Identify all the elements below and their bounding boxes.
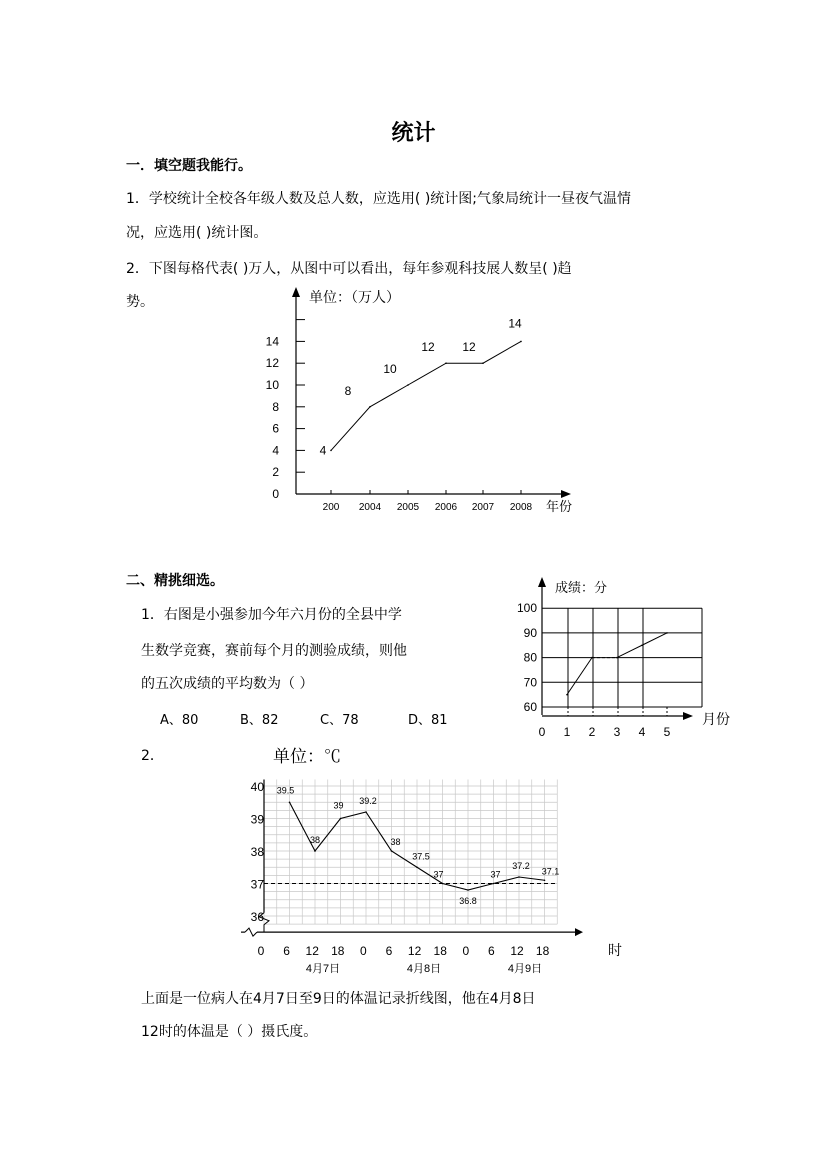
data-point bbox=[591, 657, 593, 659]
data-point bbox=[407, 384, 409, 386]
x-axis-arrow bbox=[575, 928, 583, 936]
option-a: A、80 bbox=[160, 713, 199, 728]
y-tick-label: 0 bbox=[272, 487, 279, 501]
data-point bbox=[482, 362, 484, 364]
x-tick-label: 0 bbox=[360, 944, 367, 958]
data-label: 14 bbox=[508, 316, 522, 331]
data-label: 8 bbox=[344, 383, 352, 398]
data-point bbox=[518, 876, 520, 878]
data-label: 10 bbox=[383, 362, 397, 376]
y-tick-label: 70 bbox=[523, 675, 537, 690]
y-tick-label: 100 bbox=[516, 601, 537, 616]
data-label: 12 bbox=[421, 340, 435, 355]
series-line bbox=[642, 633, 667, 645]
y-tick-label: 36 bbox=[250, 910, 264, 924]
data-point bbox=[365, 811, 367, 813]
data-label: 37.1 bbox=[541, 866, 560, 877]
y-tick-label: 4 bbox=[272, 443, 279, 458]
y-tick-label: 40 bbox=[250, 780, 264, 794]
data-label: 39.2 bbox=[359, 796, 377, 806]
y-tick-label: 10 bbox=[265, 378, 279, 392]
y-tick-label: 8 bbox=[272, 399, 279, 414]
x-tick-label: 18 bbox=[331, 944, 345, 958]
x-tick-label: 6 bbox=[385, 944, 393, 958]
x-tick-label: 2006 bbox=[434, 502, 458, 513]
data-point bbox=[544, 879, 546, 881]
option-d: D、81 bbox=[408, 713, 448, 728]
y-tick-label: 80 bbox=[523, 650, 537, 665]
s2-q1-line3: 的五次成绩的平均数为（ ） bbox=[141, 676, 314, 692]
x-tick-label: 200 bbox=[322, 502, 340, 513]
y-axis-arrow bbox=[538, 577, 546, 587]
s2-q2-number: 2． bbox=[141, 748, 164, 764]
data-point bbox=[340, 818, 342, 820]
data-label: 39 bbox=[333, 800, 344, 811]
x-tick-label: 3 bbox=[613, 725, 621, 739]
x-tick-label: 12 bbox=[305, 944, 319, 958]
data-label: 37.5 bbox=[412, 851, 430, 862]
x-tick-label: 2004 bbox=[358, 502, 382, 513]
data-point bbox=[666, 632, 668, 634]
x-tick-label: 4 bbox=[638, 725, 646, 739]
x-tick-label: 0 bbox=[538, 725, 546, 739]
y-tick-label: 90 bbox=[523, 625, 537, 640]
data-point bbox=[616, 657, 618, 659]
data-label: 37 bbox=[490, 869, 501, 880]
data-point bbox=[467, 889, 469, 891]
section1-heading: 一．填空题我能行。 bbox=[126, 158, 252, 174]
scores-line-chart bbox=[505, 575, 745, 745]
x-tick-label: 1 bbox=[563, 725, 571, 739]
page-title: 统计 bbox=[391, 121, 436, 146]
day-label: 4月7日 bbox=[305, 963, 341, 975]
x-tick-label: 18 bbox=[535, 944, 550, 958]
x-axis-label: 时 bbox=[608, 942, 622, 958]
x-tick-label: 6 bbox=[283, 944, 290, 958]
data-point bbox=[641, 644, 643, 646]
option-c: C、78 bbox=[320, 713, 359, 728]
day-label: 4月8日 bbox=[406, 963, 442, 975]
y-tick-label: 6 bbox=[272, 421, 279, 436]
x-axis-break bbox=[245, 928, 257, 936]
data-label: 4 bbox=[319, 443, 327, 458]
s2-q1-line2: 生数学竞赛，赛前每个月的测验成绩，则他 bbox=[141, 643, 407, 659]
data-label: 36.8 bbox=[459, 896, 477, 906]
y-tick-label: 39 bbox=[250, 812, 264, 827]
data-point bbox=[566, 694, 568, 696]
x-tick-label: 6 bbox=[488, 944, 495, 958]
data-point bbox=[314, 850, 316, 852]
x-tick-label: 2005 bbox=[396, 502, 420, 513]
x-axis-label: 月份 bbox=[702, 711, 730, 727]
y-tick-label: 2 bbox=[272, 465, 279, 480]
series-line bbox=[617, 645, 642, 657]
y-axis-label: 单位：℃ bbox=[273, 747, 341, 766]
data-label: 38 bbox=[390, 837, 401, 847]
data-label: 39.5 bbox=[276, 785, 295, 796]
s2-q2-line1: 上面是一位病人在4月7日至9日的体温记录折线图，他在4月8日 bbox=[141, 991, 536, 1007]
option-b: B、82 bbox=[240, 713, 279, 728]
data-point bbox=[520, 341, 522, 343]
data-point bbox=[330, 450, 332, 452]
data-label: 37 bbox=[433, 869, 444, 880]
s2-q2-line2: 12时的体温是（ ）摄氏度。 bbox=[141, 1024, 318, 1040]
data-label: 38 bbox=[309, 835, 321, 845]
data-point bbox=[391, 850, 393, 852]
visitors-line-chart bbox=[255, 285, 585, 515]
day-label: 4月9日 bbox=[507, 963, 543, 975]
s1-q1-line2: 况，应选用( )统计图。 bbox=[126, 225, 268, 241]
series-line bbox=[567, 658, 592, 695]
data-point bbox=[369, 406, 371, 408]
data-point bbox=[442, 883, 444, 885]
y-tick-label: 60 bbox=[523, 700, 537, 714]
x-tick-label: 18 bbox=[433, 944, 447, 958]
y-tick-label: 14 bbox=[265, 334, 279, 349]
s1-q1-line1: 1．学校统计全校各年级人数及总人数，应选用( )统计图;气象局统计一昼夜气温情 bbox=[126, 191, 631, 207]
x-tick-label: 0 bbox=[257, 944, 265, 958]
x-axis-label: 年份 bbox=[546, 499, 573, 514]
x-tick-label: 2007 bbox=[471, 502, 495, 513]
x-tick-label: 12 bbox=[510, 944, 524, 958]
x-axis-arrow bbox=[683, 712, 693, 720]
x-tick-label: 2008 bbox=[509, 502, 533, 513]
y-tick-label: 12 bbox=[265, 356, 279, 371]
x-tick-label: 2 bbox=[588, 725, 596, 739]
x-tick-label: 0 bbox=[462, 944, 470, 958]
series-line bbox=[331, 341, 521, 450]
s2-q1-line1: 1．右图是小强参加今年六月份的全县中学 bbox=[141, 607, 402, 623]
data-point bbox=[445, 362, 447, 364]
section2-heading: 二、精挑细选。 bbox=[126, 573, 224, 589]
data-label: 37.2 bbox=[512, 861, 530, 871]
y-axis-label: 单位：（万人） bbox=[309, 289, 400, 305]
temperature-line-chart bbox=[235, 742, 635, 980]
data-point bbox=[289, 801, 291, 803]
s1-q2-line1: 2．下图每格代表( )万人，从图中可以看出，每年参观科技展人数呈( )趋 bbox=[126, 261, 572, 277]
data-point bbox=[493, 883, 495, 885]
data-label: 12 bbox=[462, 340, 476, 355]
x-tick-label: 12 bbox=[407, 944, 422, 958]
x-tick-label: 5 bbox=[663, 725, 671, 739]
y-axis-arrow bbox=[292, 287, 300, 297]
y-tick-label: 38 bbox=[250, 845, 264, 859]
s1-q2-line2: 势。 bbox=[126, 294, 154, 310]
y-axis-label: 成绩：分 bbox=[555, 580, 608, 595]
y-tick-label: 37 bbox=[250, 877, 264, 892]
x-axis-arrow bbox=[561, 490, 571, 498]
data-point bbox=[416, 866, 418, 868]
